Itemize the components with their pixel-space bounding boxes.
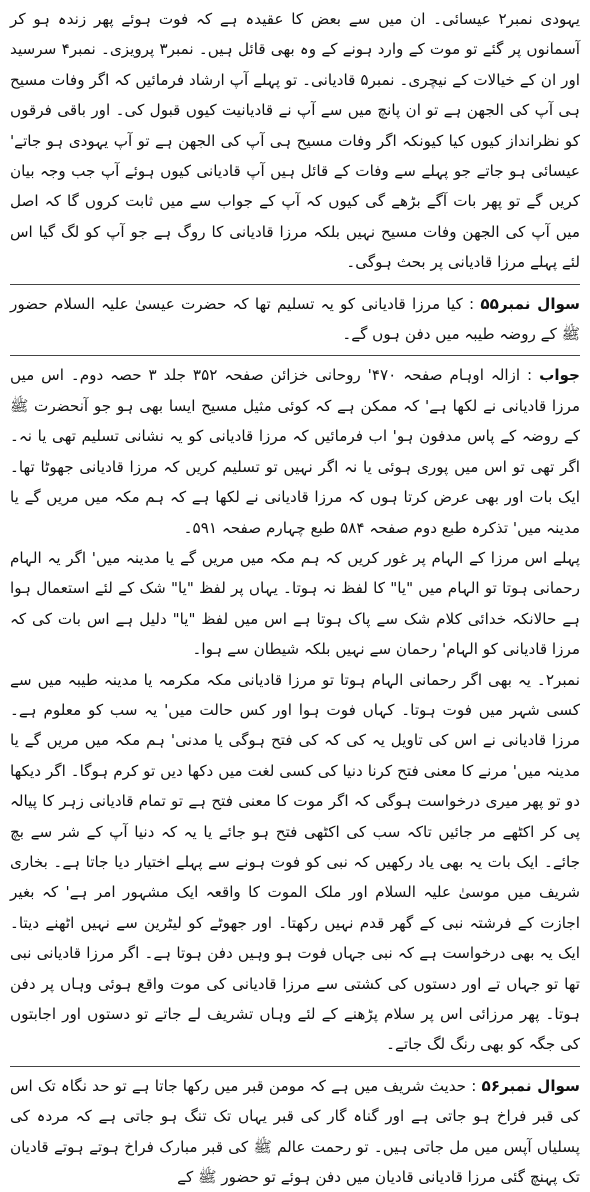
paragraph-intro: یہودی نمبر۲ عیسائی۔ ان میں سے بعض کا عقیدہ ہے کہ فوت ہوئے پھر زندہ ہو کر آسمانوں پر گئے تو موت کے وارد ہونے کے وہ بھی قائل ہیں۔ نمبر۳ پرویزی۔ نمبر۴ سرسید اور ان کے خیالات کے نیچری۔ نمبر۵ قادیانی۔ تو پہلے آپ ارشاد فرمائیں کہ اگر وفات مسیح ہی آپ کی الجھن ہے تو ان پانچ میں سے آپ نے قادیانیت کیوں قبول کی۔ اور باقی فرقوں کو نظرانداز کیوں کیا کیونکہ اگر وفات مسیح ہی آپ کی الجھن ہے تو آپ یہودی ہو جاتے' عیسائی ہو جاتے جو پہلے سے وفات کے قائل ہیں آپ قادیانی کیوں ہوئے آپ جب وجہ بیان کریں گے تو پھر بات آگے بڑھے گی کیوں کہ آپ کے جواب سے میں ثابت کروں گا کہ اصل میں آپ کی الجھن وفات مسیح نہیں بلکہ مرزا قادیانی کا روگ ہے جو آپ کو لگ گیا اس لئے پہلے مرزا قادیانی پر بحث ہوگی۔: [10, 10, 581, 272]
paragraph-ilham: پہلے اس مرزا کے الہام پر غور کریں کہ ہم مکہ میں مریں گے یا مدینہ میں' اگر یہ الہام رحمانی ہوتا تو الہام میں "یا" کا لفظ نہ ہوتا۔ یہاں پر لفظ "یا" شک کے لئے استعمال ہوا ہے حالانکہ خدائی کلام شک سے پاک ہوتا ہے اس میں لفظ "یا" دلیل ہے اس بات کی کہ مرزا قادیانی کو الہام' رحمان سے نہیں بلکہ شیطان سے ہوا۔: [10, 548, 580, 659]
question-text: : کیا مرزا قادیانی کو یہ تسلیم تھا کہ حضرت عیسیٰ علیہ السلام حضور ﷺ کے روضہ طیبہ میں دفن ہوں گے۔: [10, 294, 580, 344]
question-56: [10, 1071, 580, 1192]
question-text: : حدیث شریف میں ہے کہ مومن قبر میں رکھا جاتا ہے تو حد نگاہ تک اس کی قبر فراخ ہو جاتی ہے اور گناہ گار کی قبر یہاں تک تنگ ہو جاتی ہے کہ مردہ کی پسلیاں آپس میں مل جاتی ہیں۔ تو رحمت عالم ﷺ کی قبر مبارک فراخ ہوتے ہوتے قادیان تک پہنچ گئی مرزا قادیانی قادیان میں دفن ہوئے تو حضور ﷺ کے: [10, 1076, 580, 1187]
divider: [10, 1066, 580, 1067]
answer-55: [10, 360, 580, 542]
question-55: [10, 289, 580, 350]
divider: [10, 284, 580, 285]
answer-text: : ازالہ اوہام صفحہ ۴۷۰' روحانی خزائن صفحہ ۳۵۲ جلد ۳ حصہ دوم۔ اس میں مرزا قادیانی نے لکھا ہے' کہ ممکن ہے کہ کوئی مثیل مسیح ایسا بھی ہو جو آنحضرت ﷺ کے روضہ کے پاس مدفون ہو' اب فرمائیں کہ مرزا قادیانی کو یہ نشانی تسلیم تھی یا نہ۔ اگر تھی تو اس میں پوری ہوئی یا نہ اگر نہیں تو تسلیم کریں کہ مرزا قادیانی جھوٹا تھا۔ ایک بات اور بھی عرض کرتا ہوں کہ مرزا قادیانی نے لکھا ہے کہ ہم مکہ میں مریں گے یا مدینہ میں' تذکرہ طبع دوم صفحہ ۵۸۴ طبع چہارم صفحہ ۵۹۱۔: [10, 366, 580, 537]
paragraph-number-2: نمبر۲۔ یہ بھی اگر رحمانی الہام ہوتا تو مرزا قادیانی مکہ مکرمہ یا مدینہ طیبہ میں سے کسی شہر میں فوت ہوتا۔ کہاں فوت ہوا اور کس حالت میں' یہ سب کو معلوم ہے۔ مرزا قادیانی نے اس کی تاویل یہ کی کہ کی فتح ہوگی یا مدنی' ہم مکہ میں مریں گے یا مدینہ میں' مرنے کا معنی فتح کرنا دنیا کی کسی لغت میں دکھا دیں تو کرم ہوگا۔ اگر دیکھا دو تو پھر میری درخواست ہوگی کہ اگر موت کا معنی فتح ہے تو تمام قادیانی زہر کا پیالہ پی کر اکٹھے مر جائیں تاکہ سب کی اکٹھی فتح ہو جائے یا یہ کہ دنیا آپ کے شر سے بچ جائے۔ ایک بات یہ بھی یاد رکھیں کہ نبی کو فوت ہونے سے پہلے اختیار دیا جاتا ہے۔ بخاری شریف میں موسیٰ علیہ السلام اور ملک الموت کا واقعہ ایک مشہور امر ہے' کہ بغیر اجازت کے فرشتہ نبی کے گھر قدم نہیں رکھتا۔ اور جھوٹے کو لیٹرین سے نہیں اٹھنے دیتا۔ ایک یہ بھی درخواست ہے کہ نبی جہاں فوت ہو وہیں دفن ہوتا ہے۔ اگر مرزا قادیانی نبی تھا تو جہاں تے اور دستوں کی کشتی سے مرزا قادیانی کی موت واقع ہوئی وہاں پر دفن ہوتا۔ پھر مرزائی اس پر سلام پڑھنے کے لئے وہاں تشریف لے جاتے تو دستوں اور اجابتوں کی جگہ کو بھی رنگ لگ جاتے۔: [10, 670, 580, 1054]
question-label: سوال نمبر۵۵: [480, 294, 580, 313]
question-label: سوال نمبر۵۶: [481, 1076, 580, 1095]
divider: [10, 355, 580, 356]
answer-label: جواب: [539, 366, 580, 385]
